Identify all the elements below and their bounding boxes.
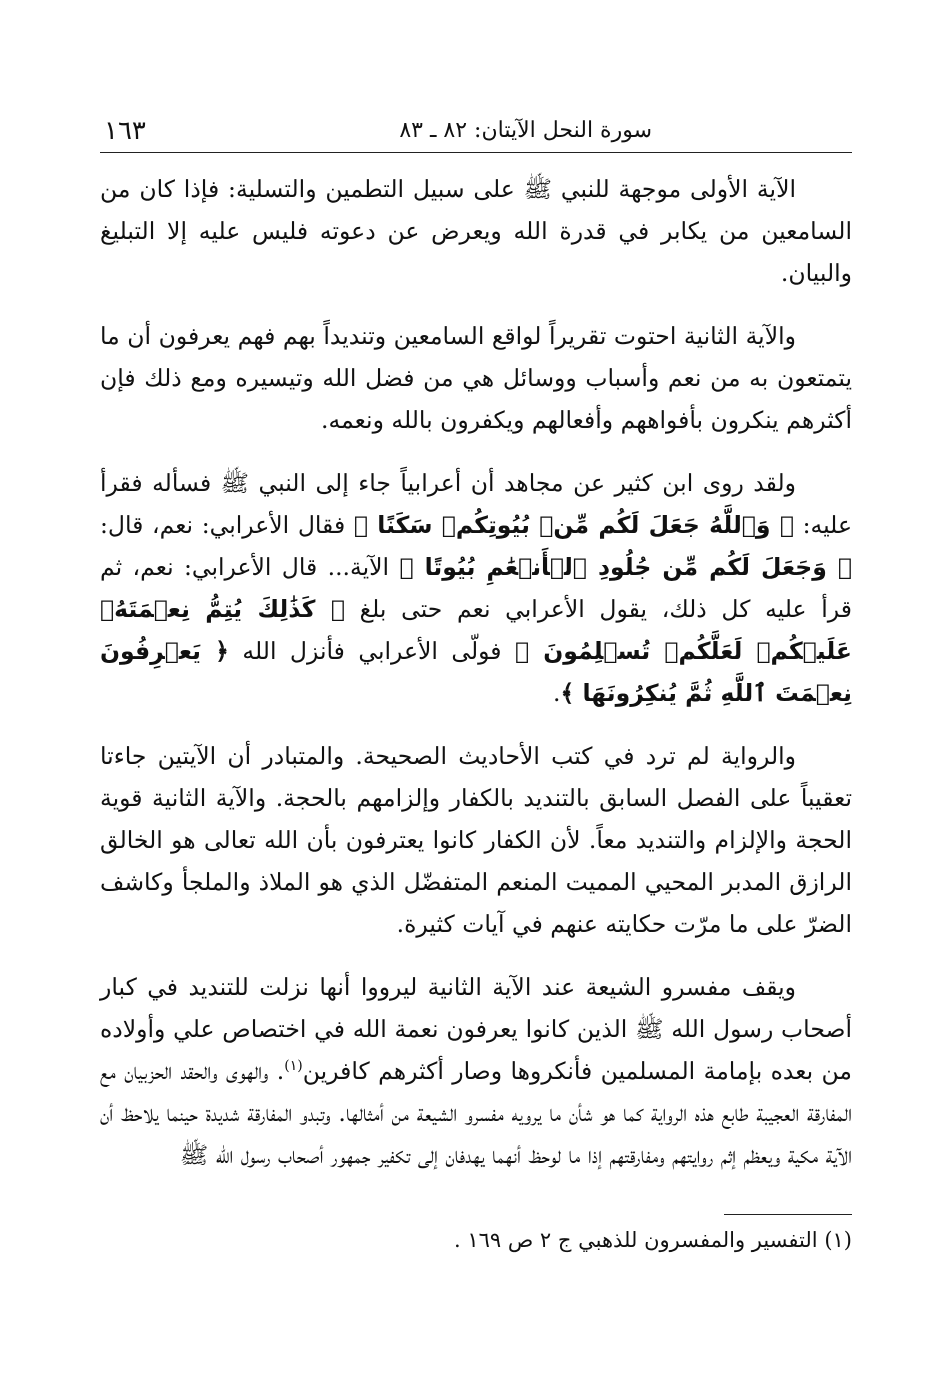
paragraph-3-text: فولّى الأعرابي فأنزل الله — [242, 637, 502, 665]
paragraph-3-text: فقال الأعرابي: نعم، قال: — [100, 511, 346, 539]
paragraph-5 — [100, 966, 852, 1176]
paragraph-3 — [100, 462, 852, 714]
paragraph-5-text: . والهوى والحقد الحزبيان مع المفارقة العجيبة طابع هذه الرواية كما هو شأن ما يرويه مفسرو الشيعة من أمثالها. وتبدو المفارقة شديدة حينما يلاحظ أن الآية مكية ويعظم إثم روايتهم ومفارقتهم إذا ما لوحظ أنهما يهدفان إلى تكفير جمهور أصحاب رسول الله ﷺ — [100, 1057, 852, 1169]
paragraph-3-intro: ولقد روى ابن كثير عن مجاهد أن أعرابياً جاء إلى النبي ﷺ فسأله فقرأ عليه: — [100, 469, 852, 539]
running-header — [100, 112, 852, 153]
paragraph-1: الآية الأولى موجهة للنبي ﷺ على سبيل التطمين والتسلية: فإذا كان من السامعين من يكابر في قدرة الله ويعرض عن دعوته فليس عليه إلا التبليغ والبيان. — [100, 175, 852, 287]
paragraph-2: والآية الثانية احتوت تقريراً لواقع السامعين وتنديداً بهم فهم يعرفون أن ما يتمتعون به من نعم وأسباب ووسائل هي من فضل الله وتيسيره ومع ذلك فإن أكثرهم ينكرون بأفواههم وأفعالهم ويكفرون بالله ونعمه. — [100, 322, 852, 434]
paragraph-4: والرواية لم ترد في كتب الأحاديث الصحيحة. والمتبادر أن الآيتين جاءتا تعقيباً على الفصل السابق بالتنديد بالكفار وإلزامهم بالحجة. والآية الثانية قوية الحجة والإلزام والتنديد معاً. لأن الكفار كانوا يعترفون بأن الله تعالى هو الخالق الرازق المدبر المحيي المميت المنعم المتفضّل الذي هو الملاذ والملجأ وكاشف الضرّ على ما مرّت حكايته عنهم في آيات كثيرة. — [100, 742, 852, 938]
quran-quote: ﴿ وَجَعَلَ لَكُم مِّن جُلُودِ ٱلۡأَنۡعَٰمِ بُيُوتًا ﴾ — [399, 553, 852, 581]
footnote-marker: (١) — [824, 1228, 852, 1252]
running-title: سورة النحل الآيتان: ٨٢ ـ ٨٣ — [399, 118, 652, 143]
footnote-divider — [724, 1214, 852, 1215]
paragraph-3-text: الآية... قال الأعرابي: نعم، ثم قرأ عليه كل ذلك، يقول الأعرابي نعم حتى بلغ — [100, 553, 852, 623]
quran-quote: ﴿ يَعۡرِفُونَ نِعۡمَتَ ٱللَّهِ ثُمَّ يُنكِرُونَهَا ﴾ — [100, 637, 852, 707]
footnote-reference[interactable]: (١) — [284, 1058, 303, 1075]
quran-quote: ﴿ كَذَٰلِكَ يُتِمُّ نِعۡمَتَهُۥ عَلَيۡكُمۡ لَعَلَّكُمۡ تُسۡلِمُونَ ﴾ — [100, 595, 852, 665]
page-number: ١٦٣ — [104, 116, 146, 146]
paragraph-5-text: ويقف مفسرو الشيعة عند الآية الثانية ليرووا أنها نزلت للتنديد في كبار أصحاب رسول الله ﷺ الذين كانوا يعرفون نعمة الله في اختصاص علي وأولاده من بعده بإمامة المسلمين فأنكروها وصار أكثرهم كافرين — [100, 973, 852, 1085]
main-text — [100, 168, 852, 1176]
footnote — [454, 1222, 852, 1258]
quran-quote: ﴿ وَٱللَّهُ جَعَلَ لَكُم مِّنۢ بُيُوتِكُمۡ سَكَنًا ﴾ — [353, 511, 794, 539]
footnote-text: التفسير والمفسرون للذهبي ج ٢ ص ١٦٩ . — [453, 1228, 818, 1252]
paragraph-3-end: . — [553, 679, 561, 707]
